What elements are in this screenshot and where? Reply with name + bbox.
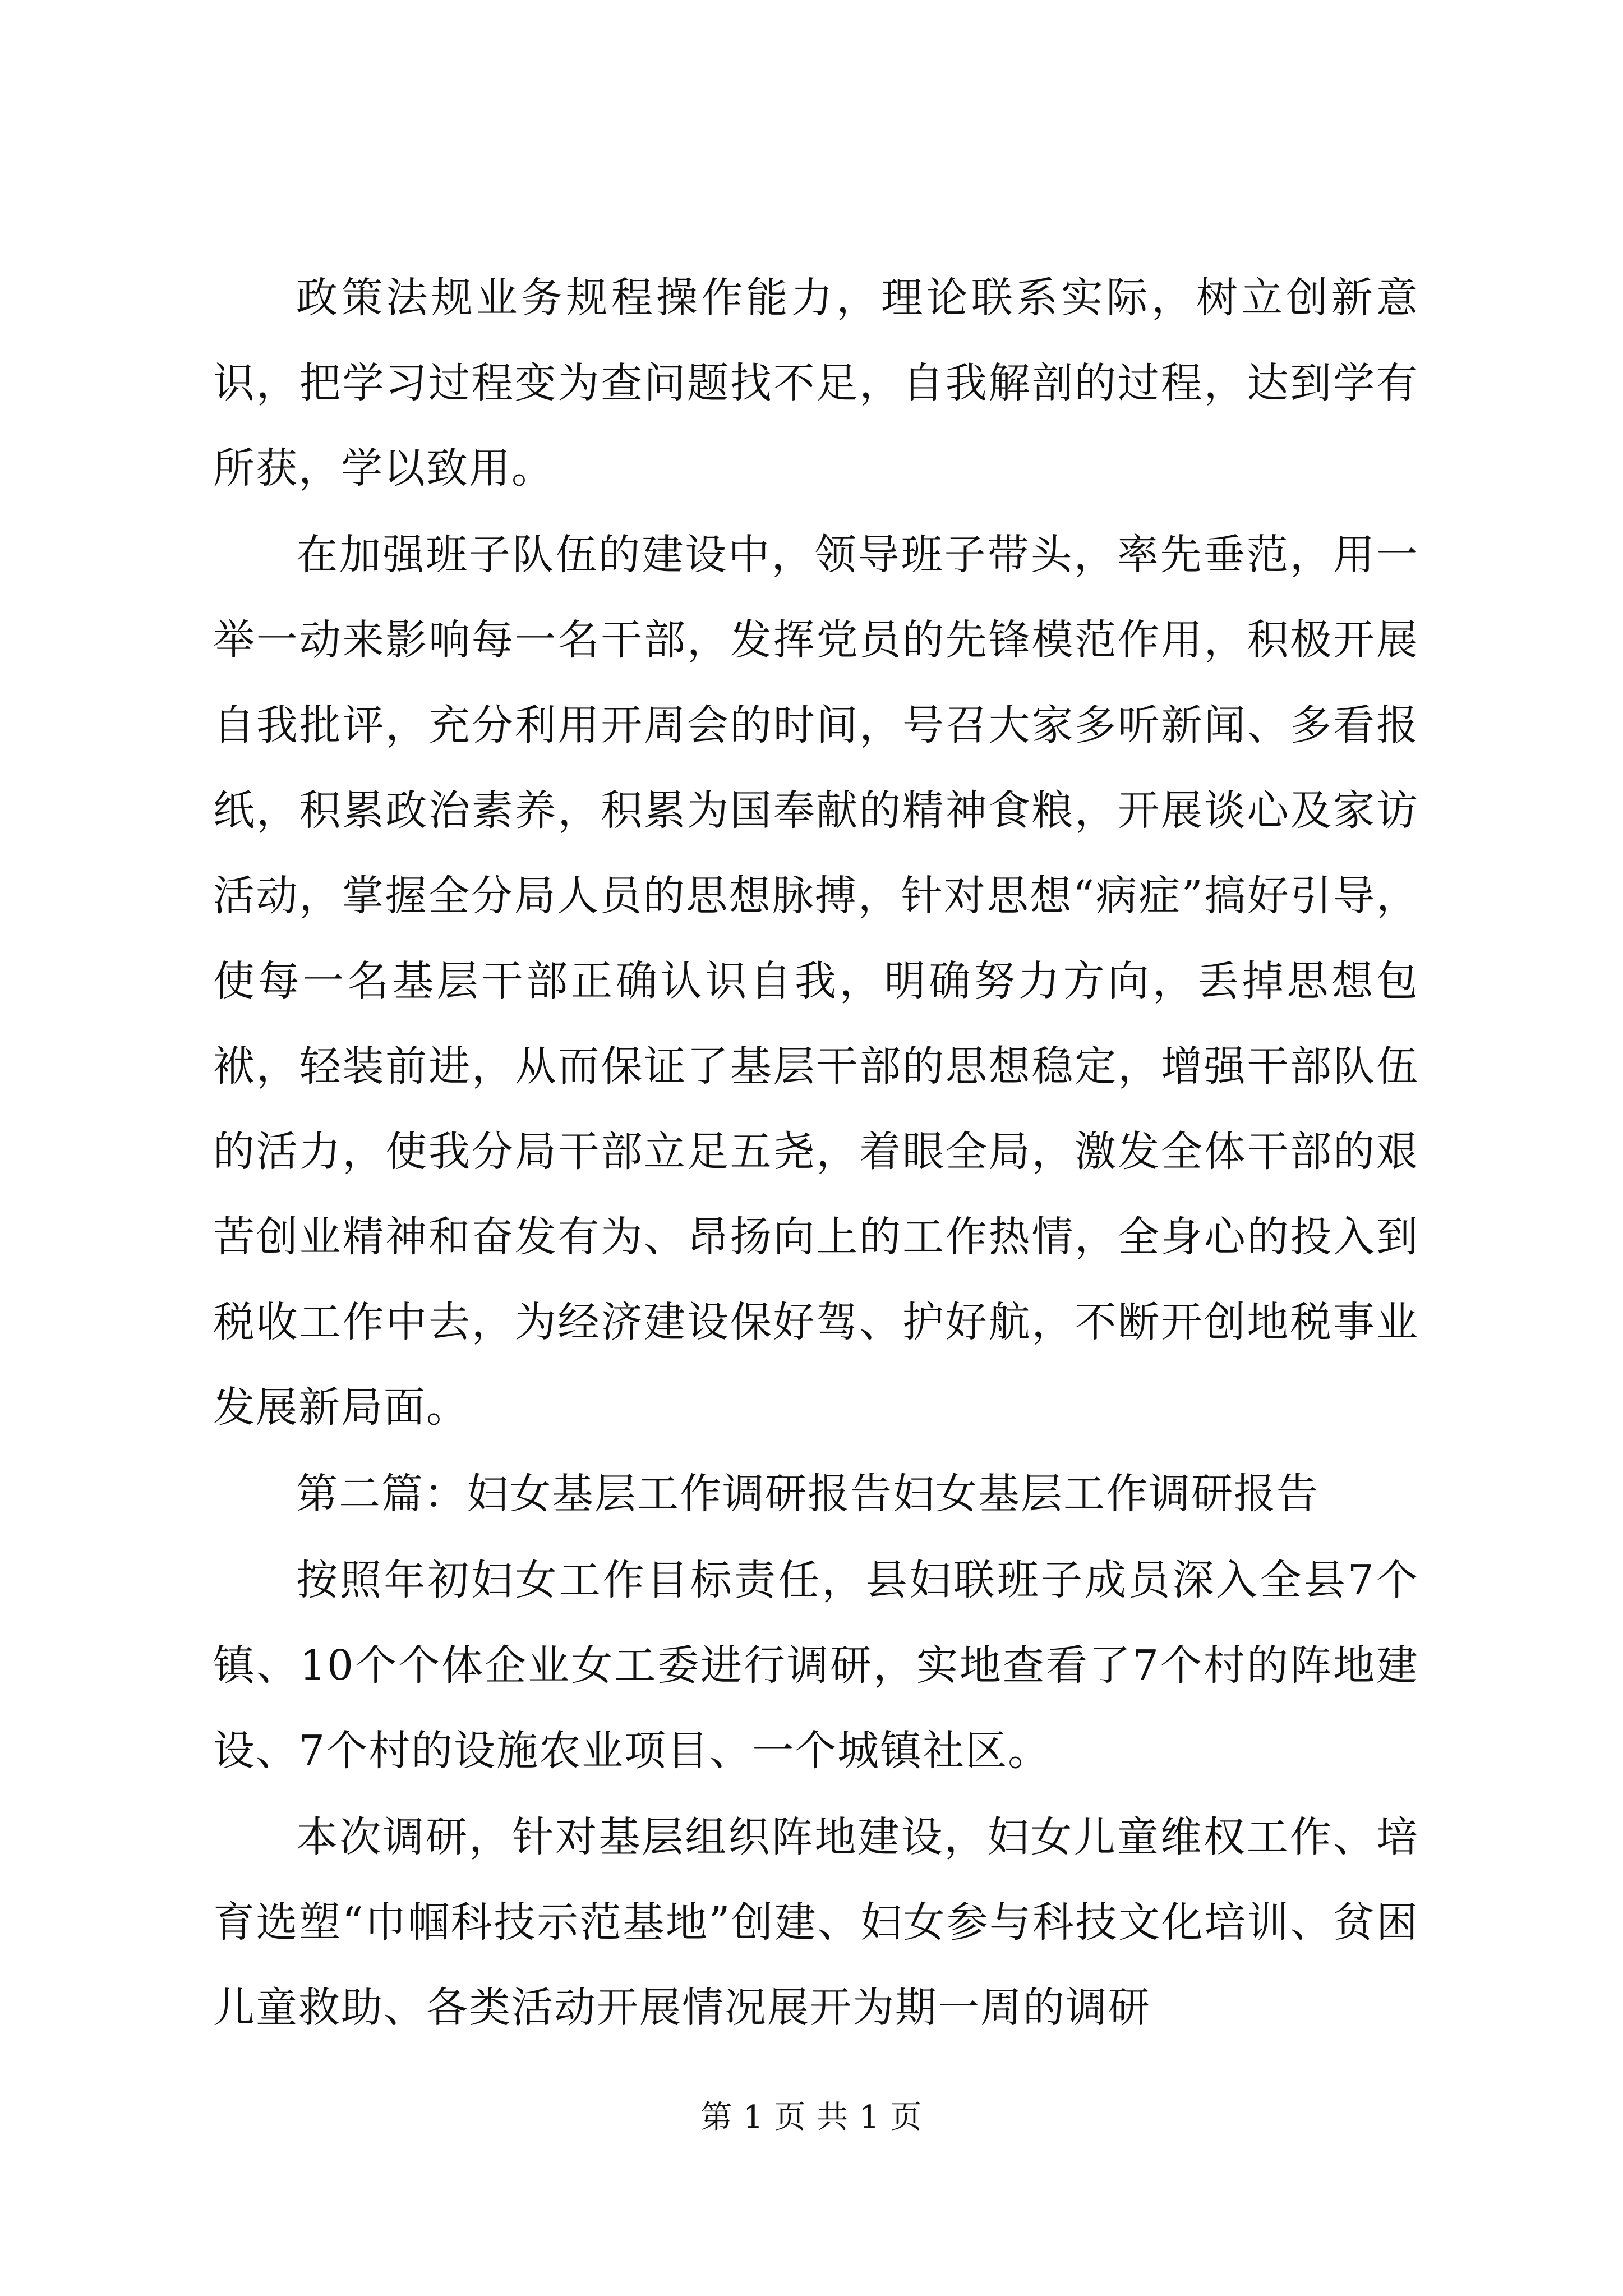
paragraph-survey-focus: 本次调研，针对基层组织阵地建设，妇女儿童维权工作、培育选塑“巾帼科技示范基地”创建、妇女参与科技文化培训、贫困儿童救助、各类活动开展情况展开为期一周的调研 (213, 1813, 1419, 2032)
page-footer: 第 1 页 共 1 页 (700, 2099, 923, 2136)
paragraph-survey-scope: 按照年初妇女工作目标责任，县妇联班子成员深入全县7个镇、10个个体企业女工委进行调研，实地查看了7个村的阵地建设、7个村的设施农业项目、一个城镇社区。 (213, 1556, 1419, 1775)
paragraph-study-summary: 政策法规业务规程操作能力，理论联系实际，树立创新意识，把学习过程变为查问题找不足，自我解剖的过程，达到学有所获，学以致用。 (213, 274, 1419, 493)
document-body (213, 255, 1419, 2050)
section-heading-part-two: 第二篇：妇女基层工作调研报告妇女基层工作调研报告 (296, 1470, 1319, 1518)
paragraph-team-building: 在加强班子队伍的建设中，领导班子带头，率先垂范，用一举一动来影响每一名干部，发挥党员的先锋模范作用，积极开展自我批评，充分利用开周会的时间，号召大家多听新闻、多看报纸，积累政治素养，积累为国奉献的精神食粮，开展谈心及家访活动，掌握全分局人员的思想脉搏，针对思想“病症”搞好引导，使每一名基层干部正确认识自我，明确努力方向，丢掉思想包袱，轻装前进，从而保证了基层干部的思想稳定，增强干部队伍的活力，使我分局干部立足五尧，着眼全局，激发全体干部的艰苦创业精神和奋发有为、昂扬向上的工作热情，全身心的投入到税收工作中去，为经济建设保好驾、护好航，不断开创地税事业发展新局面。 (213, 531, 1419, 1432)
